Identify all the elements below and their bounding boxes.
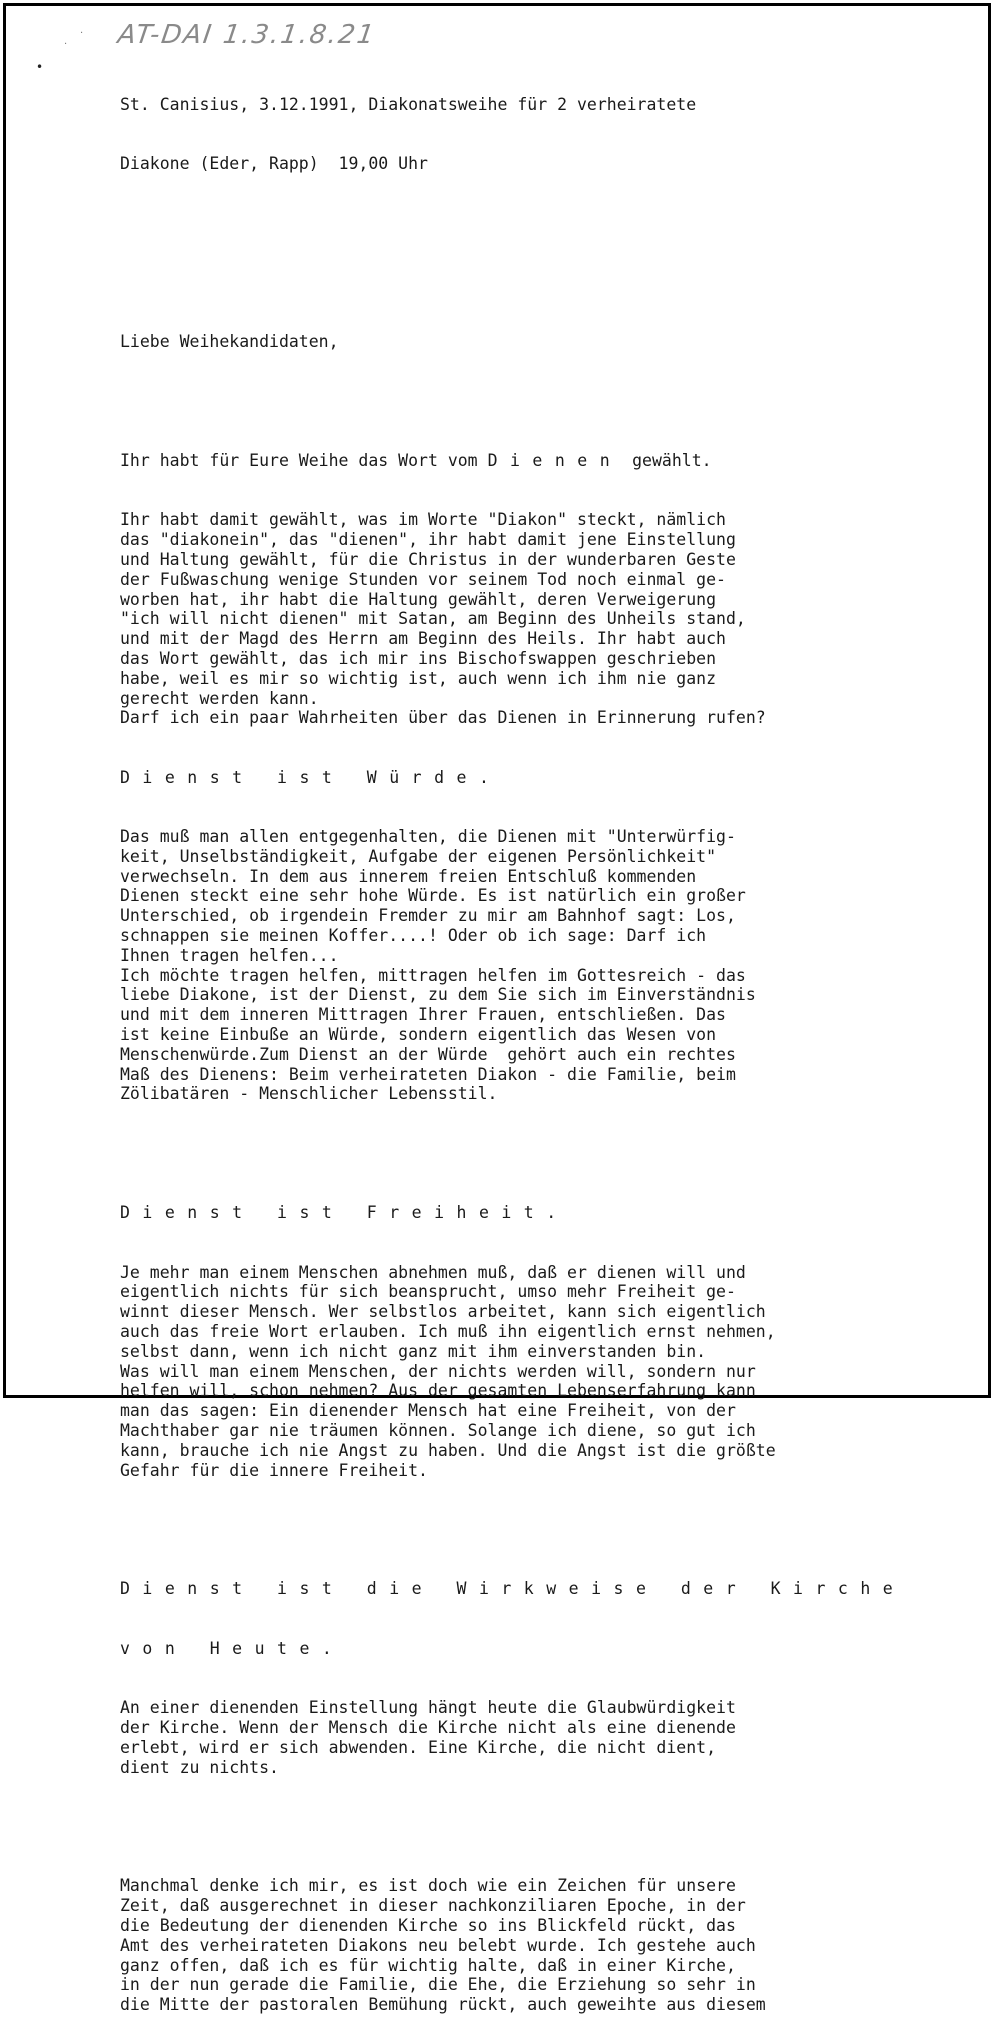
text-line: keit, Unselbständigkeit, Aufgabe der eigenen Persönlichkeit" — [120, 846, 717, 866]
text-line: helfen will, schon nehmen? Aus der gesamten Lebenserfahrung kann — [120, 1381, 756, 1401]
text-line: Manchmal denke ich mir, es ist doch wie ein Zeichen für unsere — [120, 1876, 736, 1896]
text-line: habe, weil es mir so wichtig ist, auch wenn ich ihm nie ganz — [120, 668, 717, 688]
text-line: Menschenwürde.Zum Dienst an der Würde gehört auch ein rechtes — [120, 1044, 736, 1064]
intro-first-line-before: Ihr habt für Eure Weihe das Wort vom — [120, 450, 488, 470]
intro-first-line-after: gewählt. — [622, 450, 712, 470]
section-heading-church: Dienst ist die Wirkweise der Kirche — [120, 1579, 906, 1599]
text-line: schnappen sie meinen Koffer....! Oder ob ich sage: Darf ich — [120, 926, 707, 946]
text-line: Amt des verheirateten Diakons neu belebt wurde. Ich gestehe auch — [120, 1935, 756, 1955]
text-line: Maß des Dienens: Beim verheirateten Diakon - die Familie, beim — [120, 1064, 736, 1084]
document-body — [120, 55, 960, 2035]
text-line: Was will man einem Menschen, der nichts werden will, sondern nur — [120, 1361, 756, 1381]
text-line: Zölibatären - Menschlicher Lebensstil. — [120, 1084, 498, 1104]
intro-paragraph — [120, 510, 960, 728]
text-line: winnt dieser Mensch. Wer selbstlos arbeitet, kann sich eigentlich — [120, 1302, 766, 1322]
intro-first-line-spaced: Dienen — [487, 450, 623, 470]
text-line: erlebt, wird er sich abwenden. Eine Kirche, die nicht dient, — [120, 1737, 717, 1757]
text-line: ganz offen, daß ich es für wichtig halte, daß in einer Kirche, — [120, 1955, 736, 1975]
text-line: auch das freie Wort erlauben. Ich muß ihn eigentlich ernst nehmen, — [120, 1322, 776, 1341]
text-line: Darf ich ein paar Wahrheiten über das Dienen in Erinnerung rufen? — [120, 708, 766, 728]
text-line: die Mitte der pastoralen Bemühung rückt, auch geweihte aus diesem — [120, 1995, 766, 2015]
header-line: St. Canisius, 3.12.1991, Diakonatsweihe für 2 verheiratete — [120, 94, 697, 114]
text-line: die Bedeutung der dienenden Kirche so ins Blickfeld rückt, das — [120, 1915, 736, 1935]
text-line: in der nun gerade die Familie, die Ehe, die Erziehung so sehr in — [120, 1975, 756, 1995]
section-dignity-paragraph — [120, 827, 960, 1104]
text-line: ist keine Einbuße an Würde, sondern eigentlich das Wesen von — [120, 1025, 717, 1045]
text-line: Gefahr für die innere Freiheit. — [120, 1460, 428, 1480]
margin-mark: • — [36, 60, 44, 74]
text-line: das "diakonein", das "dienen", ihr habt damit jene Einstellung — [120, 530, 736, 550]
section-heading-dignity: Dienst ist Würde. — [120, 767, 502, 787]
text-line: und mit der Magd des Herrn am Beginn des Heils. Ihr habt auch — [120, 629, 726, 649]
salutation: Liebe Weihekandidaten, — [120, 332, 339, 352]
text-line: gerecht werden kann. — [120, 688, 319, 708]
text-line: Das muß man allen entgegenhalten, die Dienen mit "Unterwürfig- — [120, 827, 736, 847]
text-line: man das sagen: Ein dienender Mensch hat eine Freiheit, von der — [120, 1401, 736, 1421]
text-line: kann, brauche ich nie Angst zu haben. Und die Angst ist die größte — [120, 1440, 776, 1460]
text-line: und mit dem inneren Mittragen Ihrer Frauen, entschließen. Das — [120, 1005, 726, 1025]
section-freedom-paragraph — [120, 1263, 960, 1481]
text-line: "ich will nicht dienen" mit Satan, am Beginn des Unheils stand, — [120, 609, 746, 629]
text-line: An einer dienenden Einstellung hängt heute die Glaubwürdigkeit — [120, 1698, 736, 1718]
text-line: eigentlich nichts für sich beansprucht, umso mehr Freiheit ge- — [120, 1282, 736, 1302]
text-line: worben hat, ihr habt die Haltung gewählt, deren Verweigerung — [120, 589, 717, 609]
section-church-paragraph — [120, 1698, 960, 1777]
text-line: selbst dann, wenn ich nicht ganz mit ihm einverstanden bin. — [120, 1341, 707, 1361]
archive-signature: AT-DAI 1.3.1.8.21 — [115, 20, 378, 50]
text-line: Unterschied, ob irgendein Fremder zu mir am Bahnhof sagt: Los, — [120, 906, 736, 926]
text-line: Ihnen tragen helfen... — [120, 945, 339, 965]
header-line: Diakone (Eder, Rapp) 19,00 Uhr — [120, 153, 428, 173]
text-line: liebe Diakone, ist der Dienst, zu dem Sie sich im Einverständnis — [120, 985, 756, 1005]
text-line: Zeit, daß ausgerechnet in dieser nachkonziliaren Epoche, in der — [120, 1896, 746, 1916]
text-line: Je mehr man einem Menschen abnehmen muß, daß er dienen will und — [120, 1262, 746, 1282]
text-line: der Fußwaschung wenige Stunden vor seinem Tod noch einmal ge- — [120, 569, 726, 589]
text-line: verwechseln. In dem aus innerem freien Entschluß kommenden — [120, 866, 697, 886]
text-line: und Haltung gewählt, für die Christus in der wunderbaren Geste — [120, 549, 736, 569]
margin-mark: . — [64, 36, 68, 47]
closing-paragraph — [120, 1876, 960, 2015]
text-line: der Kirche. Wenn der Mensch die Kirche nicht als eine dienende — [120, 1717, 736, 1737]
text-line: das Wort gewählt, das ich mir ins Bischofswappen geschrieben — [120, 648, 717, 668]
text-line: Machthaber gar nie träumen können. Solange ich diene, so gut ich — [120, 1420, 756, 1440]
section-heading-church-cont: von Heute. — [120, 1638, 345, 1658]
text-line: Dienen steckt eine sehr hohe Würde. Es ist natürlich ein großer — [120, 886, 746, 906]
text-line: Ich möchte tragen helfen, mittragen helfen im Gottesreich - das — [120, 965, 746, 985]
text-line: dient zu nichts. — [120, 1757, 279, 1777]
section-heading-freedom: Dienst ist Freiheit. — [120, 1203, 569, 1223]
text-line: Ihr habt damit gewählt, was im Worte "Diakon" steckt, nämlich — [120, 510, 726, 530]
intro-first-line — [120, 451, 960, 471]
margin-mark: · — [80, 28, 84, 39]
